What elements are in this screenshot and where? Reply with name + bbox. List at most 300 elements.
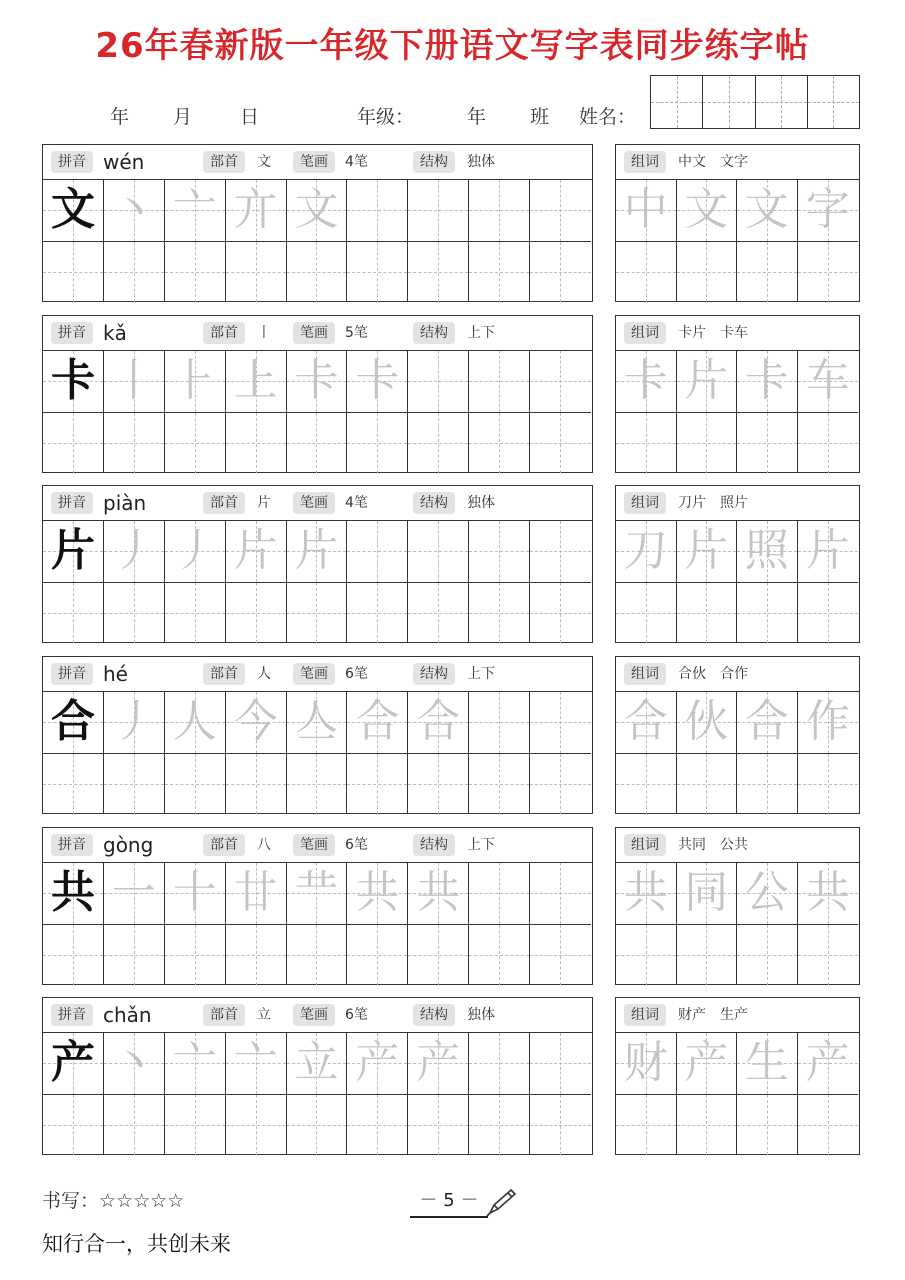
practice-cell[interactable] (469, 692, 530, 754)
pinyin-value: hé (103, 662, 128, 686)
word-practice-cell[interactable] (616, 521, 677, 583)
word-trace-character: 产 (805, 1037, 850, 1089)
stroke-order-character: 丿 (111, 525, 156, 577)
practice-cell[interactable] (43, 521, 104, 583)
practice-cell[interactable] (43, 1095, 104, 1155)
name-cell[interactable] (756, 76, 808, 128)
pinyin-value: chǎn (103, 1003, 152, 1027)
word-practice-cell[interactable] (737, 1033, 798, 1095)
stroke-order-character: 产 (416, 1037, 461, 1089)
practice-cell[interactable] (287, 521, 348, 583)
words-header (616, 828, 859, 863)
radical-chip: 部首 (203, 834, 245, 856)
pinyin-chip: 拼音 (51, 663, 93, 685)
practice-cell[interactable] (165, 583, 226, 643)
word-practice-cell[interactable] (677, 180, 738, 242)
practice-cell[interactable] (469, 242, 530, 302)
word-practice-card (615, 827, 860, 985)
practice-cell[interactable] (347, 692, 408, 754)
practice-cell[interactable] (469, 351, 530, 413)
practice-cell[interactable] (104, 1095, 165, 1155)
practice-cell[interactable] (43, 1033, 104, 1095)
word-writing-grid (616, 1033, 858, 1155)
word-trace-character: 生 (744, 1037, 789, 1089)
practice-cell[interactable] (530, 754, 591, 814)
practice-cell[interactable] (408, 863, 469, 925)
word-practice-cell[interactable] (798, 413, 859, 473)
char-practice-card (42, 485, 593, 643)
word-practice-cell[interactable] (798, 692, 859, 754)
pinyin-value: piàn (103, 491, 147, 515)
word-practice-cell[interactable] (737, 413, 798, 473)
practice-cell[interactable] (43, 242, 104, 302)
practice-cell[interactable] (43, 413, 104, 473)
stroke-order-character: 十 (172, 867, 217, 919)
structure-chip: 结构 (413, 1004, 455, 1026)
word-practice-cell[interactable] (798, 1095, 859, 1155)
radical-value: 文 (257, 154, 271, 170)
practice-cell[interactable] (408, 1095, 469, 1155)
practice-cell[interactable] (104, 242, 165, 302)
radical-chip: 部首 (203, 663, 245, 685)
word-practice-cell[interactable] (677, 351, 738, 413)
word-trace-character: 公 (744, 867, 789, 919)
word-practice-cell[interactable] (616, 1095, 677, 1155)
word-practice-card (615, 315, 860, 473)
strokes-value: 5笔 (345, 325, 368, 341)
practice-cell[interactable] (530, 413, 591, 473)
strokes-chip: 笔画 (293, 492, 335, 514)
word-practice-card (615, 485, 860, 643)
word-practice-cell[interactable] (737, 925, 798, 985)
practice-cell[interactable] (104, 754, 165, 814)
word-trace-character: 同 (684, 867, 729, 919)
char-practice-card (42, 997, 593, 1155)
practice-cell[interactable] (347, 863, 408, 925)
word-writing-grid (616, 351, 858, 473)
practice-cell[interactable] (287, 1095, 348, 1155)
word-practice-cell[interactable] (737, 521, 798, 583)
structure-chip: 结构 (413, 834, 455, 856)
practice-cell[interactable] (287, 692, 348, 754)
strokes-chip: 笔画 (293, 663, 335, 685)
practice-cell[interactable] (347, 925, 408, 985)
strokes-chip: 笔画 (293, 1004, 335, 1026)
words-value: 财产 生产 (678, 1007, 748, 1023)
strokes-chip: 笔画 (293, 834, 335, 856)
word-practice-cell[interactable] (798, 180, 859, 242)
stroke-order-character: 亠 (172, 1037, 217, 1089)
practice-cell[interactable] (347, 180, 408, 242)
words-chip: 组词 (624, 834, 666, 856)
month-label: 月 (173, 106, 193, 128)
practice-cell[interactable] (530, 925, 591, 985)
word-writing-grid (616, 521, 858, 643)
word-practice-cell[interactable] (677, 413, 738, 473)
word-practice-cell[interactable] (798, 351, 859, 413)
stroke-order-character: 立 (294, 1037, 339, 1089)
pinyin-chip: 拼音 (51, 834, 93, 856)
stroke-order-character: 产 (355, 1037, 400, 1089)
practice-cell[interactable] (43, 180, 104, 242)
word-writing-grid (616, 692, 858, 814)
practice-cell[interactable] (43, 754, 104, 814)
practice-cell[interactable] (408, 754, 469, 814)
radical-value: 人 (257, 666, 271, 682)
stroke-order-character: 片 (233, 525, 278, 577)
word-practice-card (615, 144, 860, 302)
practice-cell[interactable] (530, 242, 591, 302)
practice-cell[interactable] (530, 180, 591, 242)
word-practice-cell[interactable] (737, 351, 798, 413)
words-value: 中文 文字 (678, 154, 748, 170)
practice-cell[interactable] (469, 1095, 530, 1155)
name-cell[interactable] (808, 76, 859, 128)
name-label: 姓名： (579, 106, 637, 128)
practice-cell[interactable] (104, 413, 165, 473)
words-chip: 组词 (624, 492, 666, 514)
practice-cell[interactable] (347, 413, 408, 473)
practice-cell[interactable] (226, 692, 287, 754)
char-practice-card (42, 656, 593, 814)
char-practice-card (42, 144, 593, 302)
practice-cell[interactable] (226, 863, 287, 925)
words-header (616, 145, 859, 180)
radical-chip: 部首 (203, 322, 245, 344)
practice-cell[interactable] (408, 583, 469, 643)
practice-cell[interactable] (165, 413, 226, 473)
practice-cell[interactable] (469, 521, 530, 583)
practice-cell[interactable] (469, 180, 530, 242)
practice-cell[interactable] (347, 754, 408, 814)
word-practice-cell[interactable] (798, 925, 859, 985)
word-practice-cell[interactable] (677, 521, 738, 583)
word-practice-cell[interactable] (798, 754, 859, 814)
word-trace-character: 片 (684, 525, 729, 577)
word-practice-cell[interactable] (737, 863, 798, 925)
writing-grid (43, 1033, 591, 1155)
word-practice-cell[interactable] (737, 242, 798, 302)
practice-cell[interactable] (104, 583, 165, 643)
word-trace-character: 刀 (623, 525, 668, 577)
practice-cell[interactable] (408, 1033, 469, 1095)
radical-chip: 部首 (203, 492, 245, 514)
structure-value: 上下 (467, 837, 495, 853)
word-practice-cell[interactable] (616, 863, 677, 925)
word-trace-character: 作 (805, 696, 850, 748)
practice-cell[interactable] (104, 863, 165, 925)
grade-label: 年级： (357, 106, 415, 128)
word-practice-cell[interactable] (798, 863, 859, 925)
practice-cell[interactable] (104, 1033, 165, 1095)
stroke-order-character: 丶 (111, 184, 156, 236)
page-number: － 5 － (410, 1186, 488, 1218)
char-info-header (43, 316, 592, 351)
practice-cell[interactable] (165, 1033, 226, 1095)
stroke-order-character: 今 (233, 696, 278, 748)
word-trace-character: 产 (684, 1037, 729, 1089)
model-character: 片 (50, 525, 95, 577)
practice-cell[interactable] (104, 692, 165, 754)
stroke-order-character: 上 (233, 355, 278, 407)
word-writing-grid (616, 180, 858, 302)
word-practice-cell[interactable] (677, 1095, 738, 1155)
pinyin-value: kǎ (103, 321, 127, 345)
practice-cell[interactable] (408, 351, 469, 413)
practice-cell[interactable] (347, 583, 408, 643)
practice-cell[interactable] (165, 242, 226, 302)
practice-cell[interactable] (469, 863, 530, 925)
practice-cell[interactable] (469, 413, 530, 473)
word-practice-cell[interactable] (737, 583, 798, 643)
stroke-order-character: 合 (355, 696, 400, 748)
word-practice-cell[interactable] (616, 180, 677, 242)
radical-chip: 部首 (203, 151, 245, 173)
practice-cell[interactable] (347, 1033, 408, 1095)
words-header (616, 316, 859, 351)
char-info-header (43, 998, 592, 1033)
stroke-order-character: 卡 (294, 355, 339, 407)
practice-cell[interactable] (530, 583, 591, 643)
pinyin-value: wén (103, 150, 145, 174)
word-trace-character: 车 (805, 355, 850, 407)
practice-cell[interactable] (104, 521, 165, 583)
word-trace-character: 片 (684, 355, 729, 407)
practice-cell[interactable] (165, 925, 226, 985)
word-practice-cell[interactable] (616, 351, 677, 413)
structure-chip: 结构 (413, 322, 455, 344)
practice-cell[interactable] (408, 925, 469, 985)
words-header (616, 486, 859, 521)
writing-grid (43, 521, 591, 643)
practice-cell[interactable] (226, 242, 287, 302)
model-character: 卡 (50, 355, 95, 407)
writing-grid (43, 692, 591, 814)
practice-cell[interactable] (43, 925, 104, 985)
practice-cell[interactable] (347, 1095, 408, 1155)
stroke-order-character: 廿 (233, 867, 278, 919)
stroke-order-character: 共 (416, 867, 461, 919)
word-practice-cell[interactable] (677, 583, 738, 643)
motto-text: 知行合一，共创未来 (42, 1232, 231, 1256)
words-value: 共同 公共 (678, 837, 748, 853)
practice-cell[interactable] (104, 925, 165, 985)
practice-cell[interactable] (530, 521, 591, 583)
radical-value: 丨 (257, 325, 271, 341)
practice-cell[interactable] (165, 351, 226, 413)
word-trace-character: 字 (805, 184, 850, 236)
words-chip: 组词 (624, 151, 666, 173)
words-value: 合伙 合作 (678, 666, 748, 682)
word-practice-cell[interactable] (616, 925, 677, 985)
practice-cell[interactable] (287, 351, 348, 413)
practice-cell[interactable] (226, 1095, 287, 1155)
practice-cell[interactable] (287, 1033, 348, 1095)
word-practice-cell[interactable] (737, 1095, 798, 1155)
practice-cell[interactable] (469, 1033, 530, 1095)
practice-cell[interactable] (530, 1095, 591, 1155)
word-practice-cell[interactable] (616, 242, 677, 302)
model-character: 共 (50, 867, 95, 919)
word-practice-card (615, 656, 860, 814)
practice-cell[interactable] (287, 583, 348, 643)
practice-cell[interactable] (530, 692, 591, 754)
practice-cell[interactable] (165, 180, 226, 242)
practice-cell[interactable] (408, 521, 469, 583)
pinyin-chip: 拼音 (51, 1004, 93, 1026)
word-practice-cell[interactable] (737, 692, 798, 754)
word-practice-cell[interactable] (616, 583, 677, 643)
word-trace-character: 照 (744, 525, 789, 577)
radical-value: 立 (257, 1007, 271, 1023)
stroke-order-character: 龷 (294, 867, 339, 919)
word-trace-character: 卡 (623, 355, 668, 407)
word-trace-character: 伙 (684, 696, 729, 748)
practice-cell[interactable] (530, 351, 591, 413)
practice-cell[interactable] (287, 180, 348, 242)
practice-cell[interactable] (287, 413, 348, 473)
word-practice-cell[interactable] (798, 1033, 859, 1095)
practice-cell[interactable] (347, 242, 408, 302)
practice-cell[interactable] (287, 242, 348, 302)
stroke-order-character: 卡 (355, 355, 400, 407)
word-practice-cell[interactable] (737, 754, 798, 814)
practice-cell[interactable] (104, 180, 165, 242)
structure-chip: 结构 (413, 151, 455, 173)
model-character: 产 (50, 1037, 95, 1089)
writing-grid (43, 351, 591, 473)
stroke-order-character: 片 (294, 525, 339, 577)
practice-cell[interactable] (408, 413, 469, 473)
practice-cell[interactable] (469, 583, 530, 643)
name-writing-grid[interactable] (650, 75, 860, 129)
stroke-order-character: 丿 (111, 696, 156, 748)
word-practice-cell[interactable] (616, 754, 677, 814)
char-info-header (43, 657, 592, 692)
stroke-order-character: ⺊ (172, 355, 217, 407)
writing-grid (43, 863, 591, 985)
practice-cell[interactable] (226, 351, 287, 413)
word-trace-character: 文 (744, 184, 789, 236)
word-practice-cell[interactable] (677, 1033, 738, 1095)
day-label: 日 (240, 106, 260, 128)
grade-year-label: 年 (467, 106, 487, 128)
practice-cell[interactable] (43, 692, 104, 754)
word-practice-cell[interactable] (677, 925, 738, 985)
radical-value: 八 (257, 837, 271, 853)
practice-cell[interactable] (226, 521, 287, 583)
page-title: 26年春新版一年级下册语文写字表同步练字帖 (95, 26, 810, 66)
radical-chip: 部首 (203, 1004, 245, 1026)
practice-cell[interactable] (530, 863, 591, 925)
word-practice-cell[interactable] (616, 413, 677, 473)
practice-cell[interactable] (287, 925, 348, 985)
structure-chip: 结构 (413, 663, 455, 685)
practice-cell[interactable] (226, 925, 287, 985)
word-practice-cell[interactable] (798, 521, 859, 583)
strokes-value: 6笔 (345, 837, 368, 853)
practice-cell[interactable] (165, 863, 226, 925)
structure-chip: 结构 (413, 492, 455, 514)
practice-cell[interactable] (165, 754, 226, 814)
radical-value: 片 (257, 495, 271, 511)
practice-cell[interactable] (287, 754, 348, 814)
practice-cell[interactable] (347, 351, 408, 413)
stroke-order-character: 人 (172, 696, 217, 748)
stroke-order-character: 一 (111, 867, 156, 919)
word-trace-character: 财 (623, 1037, 668, 1089)
practice-cell[interactable] (287, 863, 348, 925)
practice-cell[interactable] (226, 413, 287, 473)
words-header (616, 657, 859, 692)
practice-cell[interactable] (165, 692, 226, 754)
practice-cell[interactable] (226, 180, 287, 242)
word-practice-cell[interactable] (616, 692, 677, 754)
char-info-header (43, 828, 592, 863)
writing-grid (43, 180, 591, 302)
year-label: 年 (110, 106, 130, 128)
word-practice-cell[interactable] (677, 754, 738, 814)
practice-cell[interactable] (408, 242, 469, 302)
char-info-header (43, 145, 592, 180)
pinyin-chip: 拼音 (51, 492, 93, 514)
practice-cell[interactable] (43, 583, 104, 643)
pinyin-chip: 拼音 (51, 322, 93, 344)
word-practice-cell[interactable] (798, 583, 859, 643)
word-practice-cell[interactable] (616, 1033, 677, 1095)
word-trace-character: 合 (744, 696, 789, 748)
words-value: 刀片 照片 (678, 495, 748, 511)
word-trace-character: 共 (623, 867, 668, 919)
strokes-value: 6笔 (345, 1007, 368, 1023)
stroke-order-character: 合 (416, 696, 461, 748)
practice-cell[interactable] (104, 351, 165, 413)
word-trace-character: 共 (805, 867, 850, 919)
name-cell[interactable] (651, 76, 703, 128)
word-practice-cell[interactable] (677, 242, 738, 302)
words-value: 卡片 卡车 (678, 325, 748, 341)
word-practice-cell[interactable] (737, 180, 798, 242)
word-trace-character: 片 (805, 525, 850, 577)
practice-cell[interactable] (226, 1033, 287, 1095)
practice-cell[interactable] (226, 583, 287, 643)
practice-cell[interactable] (165, 1095, 226, 1155)
practice-cell[interactable] (165, 521, 226, 583)
word-trace-character: 中 (623, 184, 668, 236)
practice-cell[interactable] (408, 692, 469, 754)
practice-cell[interactable] (43, 351, 104, 413)
practice-cell[interactable] (226, 754, 287, 814)
practice-cell[interactable] (347, 521, 408, 583)
word-practice-cell[interactable] (798, 242, 859, 302)
stroke-order-character: 亠 (172, 184, 217, 236)
practice-cell[interactable] (469, 754, 530, 814)
stroke-order-character: 丿 (172, 525, 217, 577)
model-character: 文 (50, 184, 95, 236)
name-cell[interactable] (703, 76, 755, 128)
word-writing-grid (616, 863, 858, 985)
stroke-order-character: 文 (294, 184, 339, 236)
practice-cell[interactable] (469, 925, 530, 985)
strokes-value: 6笔 (345, 666, 368, 682)
practice-cell[interactable] (530, 1033, 591, 1095)
char-practice-card (42, 315, 593, 473)
word-practice-cell[interactable] (677, 863, 738, 925)
practice-cell[interactable] (43, 863, 104, 925)
word-practice-cell[interactable] (677, 692, 738, 754)
words-header (616, 998, 859, 1033)
practice-cell[interactable] (408, 180, 469, 242)
